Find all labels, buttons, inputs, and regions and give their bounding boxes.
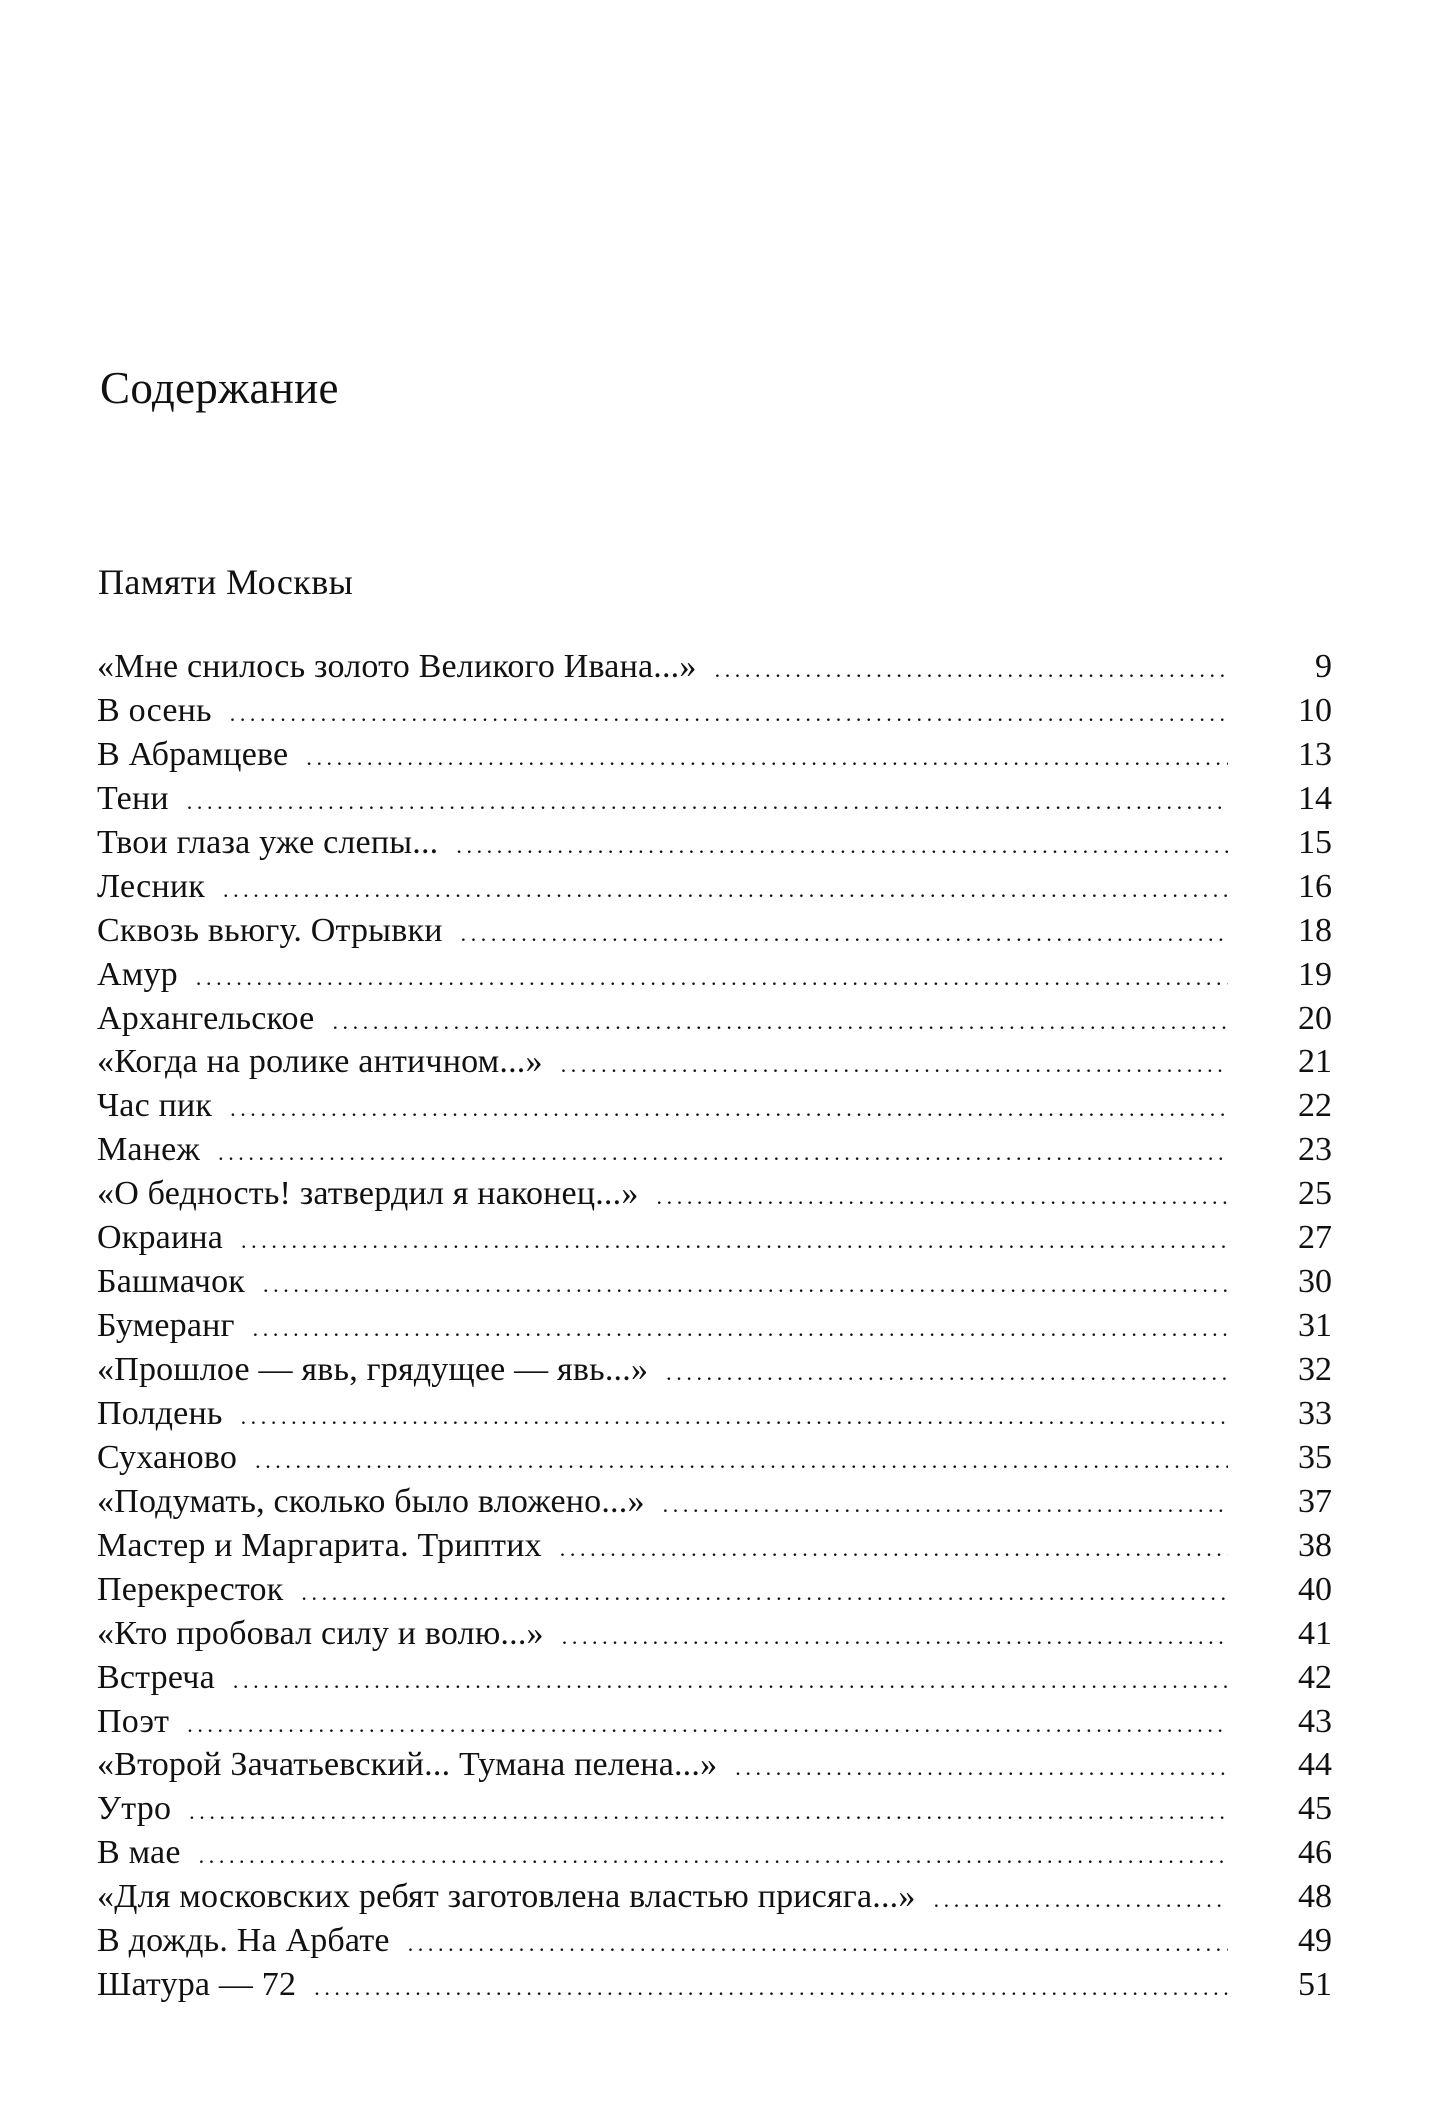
toc-dot-leader [223, 868, 1228, 912]
toc-entry-title: Полдень [97, 1392, 241, 1436]
toc-entry-page: 20 [1298, 999, 1332, 1037]
toc-entry [97, 1524, 1332, 1568]
toc-entry-title: «Прошлое — явь, грядущее — явь...» [97, 1348, 666, 1392]
toc-entry [97, 1128, 1332, 1172]
toc-entry-title: Час пик [97, 1084, 230, 1128]
toc-entry-title: Шатура — 72 [97, 1963, 314, 2007]
toc-dot-leader [187, 780, 1228, 824]
toc-entry [97, 689, 1332, 733]
toc-dot-leader [456, 824, 1228, 868]
page-title: Содержание [100, 363, 339, 413]
toc-entry-page: 44 [1298, 1746, 1332, 1784]
toc-dot-leader [314, 1966, 1228, 2010]
toc-entry-page: 23 [1298, 1131, 1332, 1169]
toc-entry-title: «Кто пробовал силу и волю...» [97, 1612, 562, 1656]
toc-entry [97, 1919, 1332, 1963]
toc-entry-page: 27 [1298, 1219, 1332, 1257]
toc-entry-page: 40 [1298, 1570, 1332, 1608]
toc-entry-page: 25 [1298, 1175, 1332, 1213]
toc-entry-page: 45 [1298, 1790, 1332, 1828]
toc-dot-leader [735, 1746, 1228, 1790]
toc-entry [97, 1963, 1332, 2007]
toc-entry-title: «Подумать, сколько было вложено...» [97, 1480, 663, 1524]
toc-entry [97, 865, 1332, 909]
toc-entry-title: «Для московских ребят заготовлена властью присяга...» [97, 1875, 934, 1919]
toc-entry-page: 38 [1298, 1526, 1332, 1564]
toc-entry [97, 1172, 1332, 1216]
toc-entry [97, 1743, 1332, 1787]
toc-entry-page: 10 [1298, 691, 1332, 729]
toc-entry [97, 997, 1332, 1041]
toc-dot-leader [255, 1439, 1228, 1483]
toc-entry [97, 1040, 1332, 1084]
toc-entry-page: 33 [1298, 1394, 1332, 1432]
table-of-contents [97, 645, 1332, 2007]
toc-entry [97, 1787, 1332, 1831]
toc-dot-leader [263, 1263, 1228, 1307]
toc-entry-page: 16 [1298, 867, 1332, 905]
toc-entry [97, 1304, 1332, 1348]
toc-entry-page: 31 [1298, 1307, 1332, 1345]
toc-dot-leader [196, 956, 1228, 1000]
toc-entry [97, 1656, 1332, 1700]
toc-entry [97, 1700, 1332, 1744]
toc-entry [97, 1084, 1332, 1128]
section-title: Памяти Москвы [98, 562, 354, 602]
toc-entry-page: 48 [1298, 1878, 1332, 1916]
toc-entry [97, 1875, 1332, 1919]
toc-dot-leader [199, 1834, 1228, 1878]
toc-dot-leader [561, 1043, 1228, 1087]
toc-dot-leader [666, 1351, 1228, 1395]
toc-entry [97, 1480, 1332, 1524]
toc-dot-leader [301, 1571, 1228, 1615]
toc-entry-title: Утро [97, 1787, 189, 1831]
toc-entry [97, 733, 1332, 777]
toc-dot-leader [187, 1703, 1228, 1747]
toc-entry [97, 1612, 1332, 1656]
toc-entry-page: 51 [1298, 1966, 1332, 2004]
toc-entry-title: Мастер и Маргарита. Триптих [97, 1524, 560, 1568]
toc-entry-title: Поэт [97, 1700, 187, 1744]
toc-entry-page: 35 [1298, 1438, 1332, 1476]
toc-entry-title: Манеж [97, 1128, 218, 1172]
toc-dot-leader [657, 1175, 1228, 1219]
toc-entry [97, 953, 1332, 997]
toc-entry-page: 9 [1315, 648, 1332, 685]
toc-entry-page: 14 [1298, 779, 1332, 817]
toc-entry-page: 21 [1298, 1043, 1332, 1081]
toc-entry-title: «Второй Зачатьевский... Тумана пелена...» [97, 1743, 735, 1787]
toc-entry-title: Амур [97, 953, 196, 997]
toc-entry-title: Архангельское [97, 997, 332, 1041]
toc-dot-leader [230, 1087, 1228, 1131]
toc-entry-title: «Когда на ролике античном...» [97, 1040, 561, 1084]
toc-entry-title: Бумеранг [97, 1304, 253, 1348]
toc-entry-title: Суханово [97, 1436, 255, 1480]
toc-dot-leader [715, 648, 1228, 692]
toc-entry [97, 1568, 1332, 1612]
toc-dot-leader [241, 1395, 1228, 1439]
toc-entry [97, 1436, 1332, 1480]
toc-entry-title: Лесник [97, 865, 223, 909]
toc-entry-page: 32 [1298, 1351, 1332, 1388]
toc-entry-page: 46 [1298, 1834, 1332, 1872]
toc-entry-title: Окраина [97, 1216, 241, 1260]
toc-dot-leader [562, 1615, 1228, 1659]
toc-entry [97, 1260, 1332, 1304]
toc-dot-leader [218, 1131, 1228, 1175]
toc-entry-page: 37 [1298, 1482, 1332, 1520]
toc-dot-leader [934, 1878, 1228, 1922]
toc-entry [97, 1348, 1332, 1392]
toc-dot-leader [306, 736, 1228, 780]
toc-entry-page: 42 [1298, 1658, 1332, 1696]
toc-entry-page: 15 [1298, 823, 1332, 861]
toc-entry [97, 645, 1332, 689]
toc-entry-title: Перекресток [97, 1568, 301, 1612]
toc-entry-page: 49 [1298, 1922, 1332, 1960]
toc-entry [97, 1392, 1332, 1436]
toc-entry-title: «О бедность! затвердил я наконец...» [97, 1172, 657, 1216]
toc-entry-title: «Мне снилось золото Великого Ивана...» [97, 645, 715, 689]
toc-entry-title: В Абрамцеве [97, 733, 306, 777]
toc-entry-page: 43 [1298, 1702, 1332, 1740]
toc-entry [97, 1216, 1332, 1260]
toc-entry-page: 13 [1298, 735, 1332, 773]
toc-entry [97, 821, 1332, 865]
toc-entry-title: Встреча [97, 1656, 233, 1700]
toc-dot-leader [663, 1483, 1228, 1527]
toc-entry-title: В дождь. На Арбате [97, 1919, 408, 1963]
toc-entry-page: 19 [1298, 955, 1332, 993]
toc-entry-page: 30 [1298, 1263, 1332, 1301]
toc-dot-leader [189, 1790, 1228, 1834]
toc-entry-page: 41 [1298, 1614, 1332, 1652]
toc-dot-leader [332, 1000, 1228, 1044]
toc-entry-title: Башмачок [97, 1260, 263, 1304]
toc-entry-title: Сквозь вьюгу. Отрывки [97, 909, 461, 953]
toc-entry-title: В осень [97, 689, 230, 733]
toc-dot-leader [253, 1307, 1228, 1351]
toc-entry-title: Тени [97, 777, 187, 821]
toc-dot-leader [408, 1922, 1228, 1966]
toc-entry [97, 1831, 1332, 1875]
toc-entry [97, 909, 1332, 953]
toc-entry-title: В мае [97, 1831, 199, 1875]
toc-dot-leader [233, 1659, 1228, 1703]
toc-dot-leader [241, 1219, 1228, 1263]
toc-dot-leader [461, 912, 1228, 956]
toc-entry-page: 18 [1298, 911, 1332, 949]
toc-entry-page: 22 [1298, 1087, 1332, 1125]
toc-entry-title: Твои глаза уже слепы... [97, 821, 456, 865]
toc-dot-leader [560, 1527, 1228, 1571]
toc-entry [97, 777, 1332, 821]
toc-dot-leader [230, 692, 1228, 736]
